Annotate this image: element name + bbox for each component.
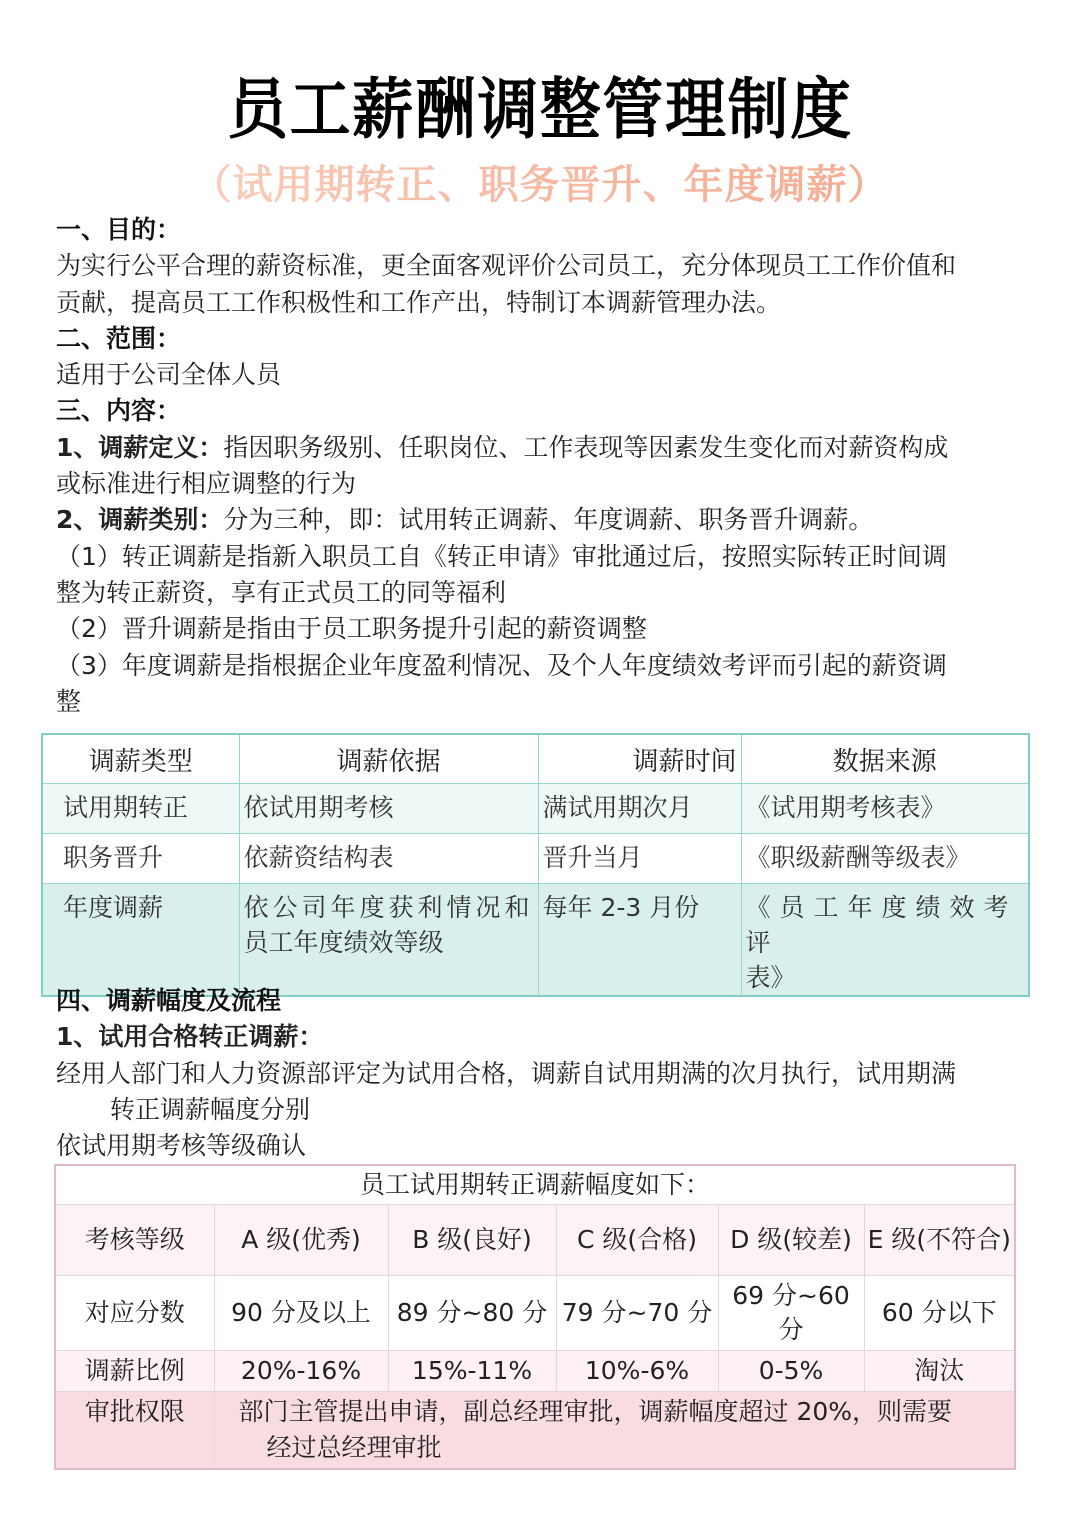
cell-line: 表》 [745, 963, 796, 992]
row-label: 对应分数 [55, 1276, 214, 1351]
grade-cell: D 级(较差) [718, 1205, 864, 1276]
subitem-annual-cont: 整 [56, 686, 82, 716]
process-text-line: 经用人部门和人力资源部评定为试用合格，调薪自试用期满的次月执行，试用期满 [56, 1058, 957, 1088]
score-cell: 89 分~80 分 [388, 1276, 556, 1351]
score-cell: 90 分及以上 [214, 1276, 388, 1351]
column-header: 调薪依据 [239, 734, 538, 784]
content-item-definition [56, 430, 1031, 466]
cell-source [742, 884, 1029, 995]
subitem-annual: （3）年度调薪是指根据企业年度盈利情况、及个人年度绩效考评而引起的薪资调 [56, 650, 947, 680]
item-label: 2、调薪类别： [56, 505, 224, 535]
ratio-cell: 15%-11% [388, 1351, 556, 1392]
purpose-text-line: 为实行公平合理的薪资标准，更全面客观评价公司员工，充分体现员工工作价值和 [56, 251, 957, 281]
salary-adjustment-type-table [41, 733, 1030, 997]
column-header: 调薪时间 [538, 734, 741, 784]
process-text-line: 转正调薪幅度分别 [110, 1094, 311, 1124]
section-heading-process: 四、调薪幅度及流程 [56, 986, 282, 1015]
process-text-line: 依试用期考核等级确认 [56, 1131, 307, 1161]
section-heading-content: 三、内容： [56, 396, 182, 426]
table-row [42, 884, 1029, 997]
row-label: 调薪比例 [55, 1351, 214, 1392]
ratio-cell: 20%-16% [214, 1351, 388, 1392]
section-process [56, 983, 1031, 1164]
cell-basis: 依薪资结构表 [243, 843, 394, 872]
section-purpose-scope-content [56, 212, 1031, 720]
grade-cell: B 级(良好) [388, 1205, 556, 1276]
table-caption: 员工试用期转正调薪幅度如下： [55, 1165, 1015, 1205]
cell-type: 年度调薪 [63, 893, 164, 922]
approval-text-line: 部门主管提出申请，副总经理审批，调薪幅度超过 20%，则需要 [238, 1397, 953, 1426]
subitem-regularization: （1）转正调薪是指新入职员工自《转正申请》审批通过后，按照实际转正时间调 [56, 541, 947, 571]
subitem-promotion: （2）晋升调薪是指由于员工职务提升引起的薪资调整 [56, 614, 647, 644]
process-item-label: 1、试用合格转正调薪： [56, 1022, 324, 1052]
column-header: 数据来源 [741, 734, 1029, 784]
grade-cell: E 级(不符合) [864, 1205, 1015, 1276]
subitem-regularization-cont: 整为转正薪资，享有正式员工的同等福利 [56, 577, 507, 607]
cell-line: 《员工年度绩效考评 [745, 893, 1018, 957]
ratio-cell: 淘汰 [864, 1351, 1015, 1392]
cell-basis [240, 884, 538, 960]
approval-text-line: 经过总经理审批 [266, 1433, 442, 1462]
approval-row [55, 1392, 1015, 1470]
score-cell: 60 分以下 [864, 1276, 1015, 1351]
cell-time: 满试用期次月 [542, 793, 693, 822]
table-caption-row [55, 1165, 1015, 1205]
probation-raise-table [54, 1164, 1016, 1470]
content-item-definition-cont: 或标准进行相应调整的行为 [56, 469, 357, 499]
cell-time: 每年 2-3 月份 [542, 893, 700, 922]
document-title: 员工薪酬调整管理制度 [227, 71, 853, 148]
purpose-text-line: 贡献，提高员工工作积极性和工作产出，特制订本调薪管理办法。 [56, 287, 782, 317]
table-row [42, 784, 1029, 834]
item-text: 分为三种，即：试用转正调薪、年度调薪、职务晋升调薪。 [223, 505, 874, 535]
cell-line: 员工年度绩效等级 [243, 928, 444, 957]
grade-row [55, 1205, 1015, 1276]
grade-cell: A 级(优秀) [214, 1205, 388, 1276]
cell-source: 《职级薪酬等级表》 [745, 843, 971, 872]
score-cell: 79 分~70 分 [556, 1276, 718, 1351]
section-heading-scope: 二、范围： [56, 323, 182, 353]
cell-source: 《试用期考核表》 [745, 793, 946, 822]
cell-type: 试用期转正 [63, 793, 189, 822]
document-subtitle: （试用期转正、职务晋升、年度调薪） [0, 158, 1080, 212]
score-cell: 69 分~60 分 [718, 1276, 864, 1351]
score-row [55, 1276, 1015, 1351]
column-header: 调薪类型 [42, 734, 239, 784]
table-header-row [42, 734, 1029, 784]
cell-type: 职务晋升 [63, 843, 164, 872]
row-label: 审批权限 [55, 1392, 214, 1470]
cell-time: 晋升当月 [542, 843, 643, 872]
item-text: 指因职务级别、任职岗位、工作表现等因素发生变化而对薪资构成 [223, 432, 949, 462]
scope-text-line: 适用于公司全体人员 [56, 360, 282, 390]
table-row [42, 834, 1029, 884]
row-label: 考核等级 [55, 1205, 214, 1276]
ratio-cell: 0-5% [718, 1351, 864, 1392]
approval-cell [214, 1392, 1015, 1470]
content-item-categories [56, 502, 1031, 538]
section-heading-purpose: 一、目的： [56, 215, 182, 244]
cell-basis: 依试用期考核 [243, 793, 394, 822]
ratio-row [55, 1351, 1015, 1392]
item-label: 1、调薪定义： [56, 432, 224, 462]
grade-cell: C 级(合格) [556, 1205, 718, 1276]
ratio-cell: 10%-6% [556, 1351, 718, 1392]
cell-line: 依公司年度获利情况和 [243, 893, 534, 922]
